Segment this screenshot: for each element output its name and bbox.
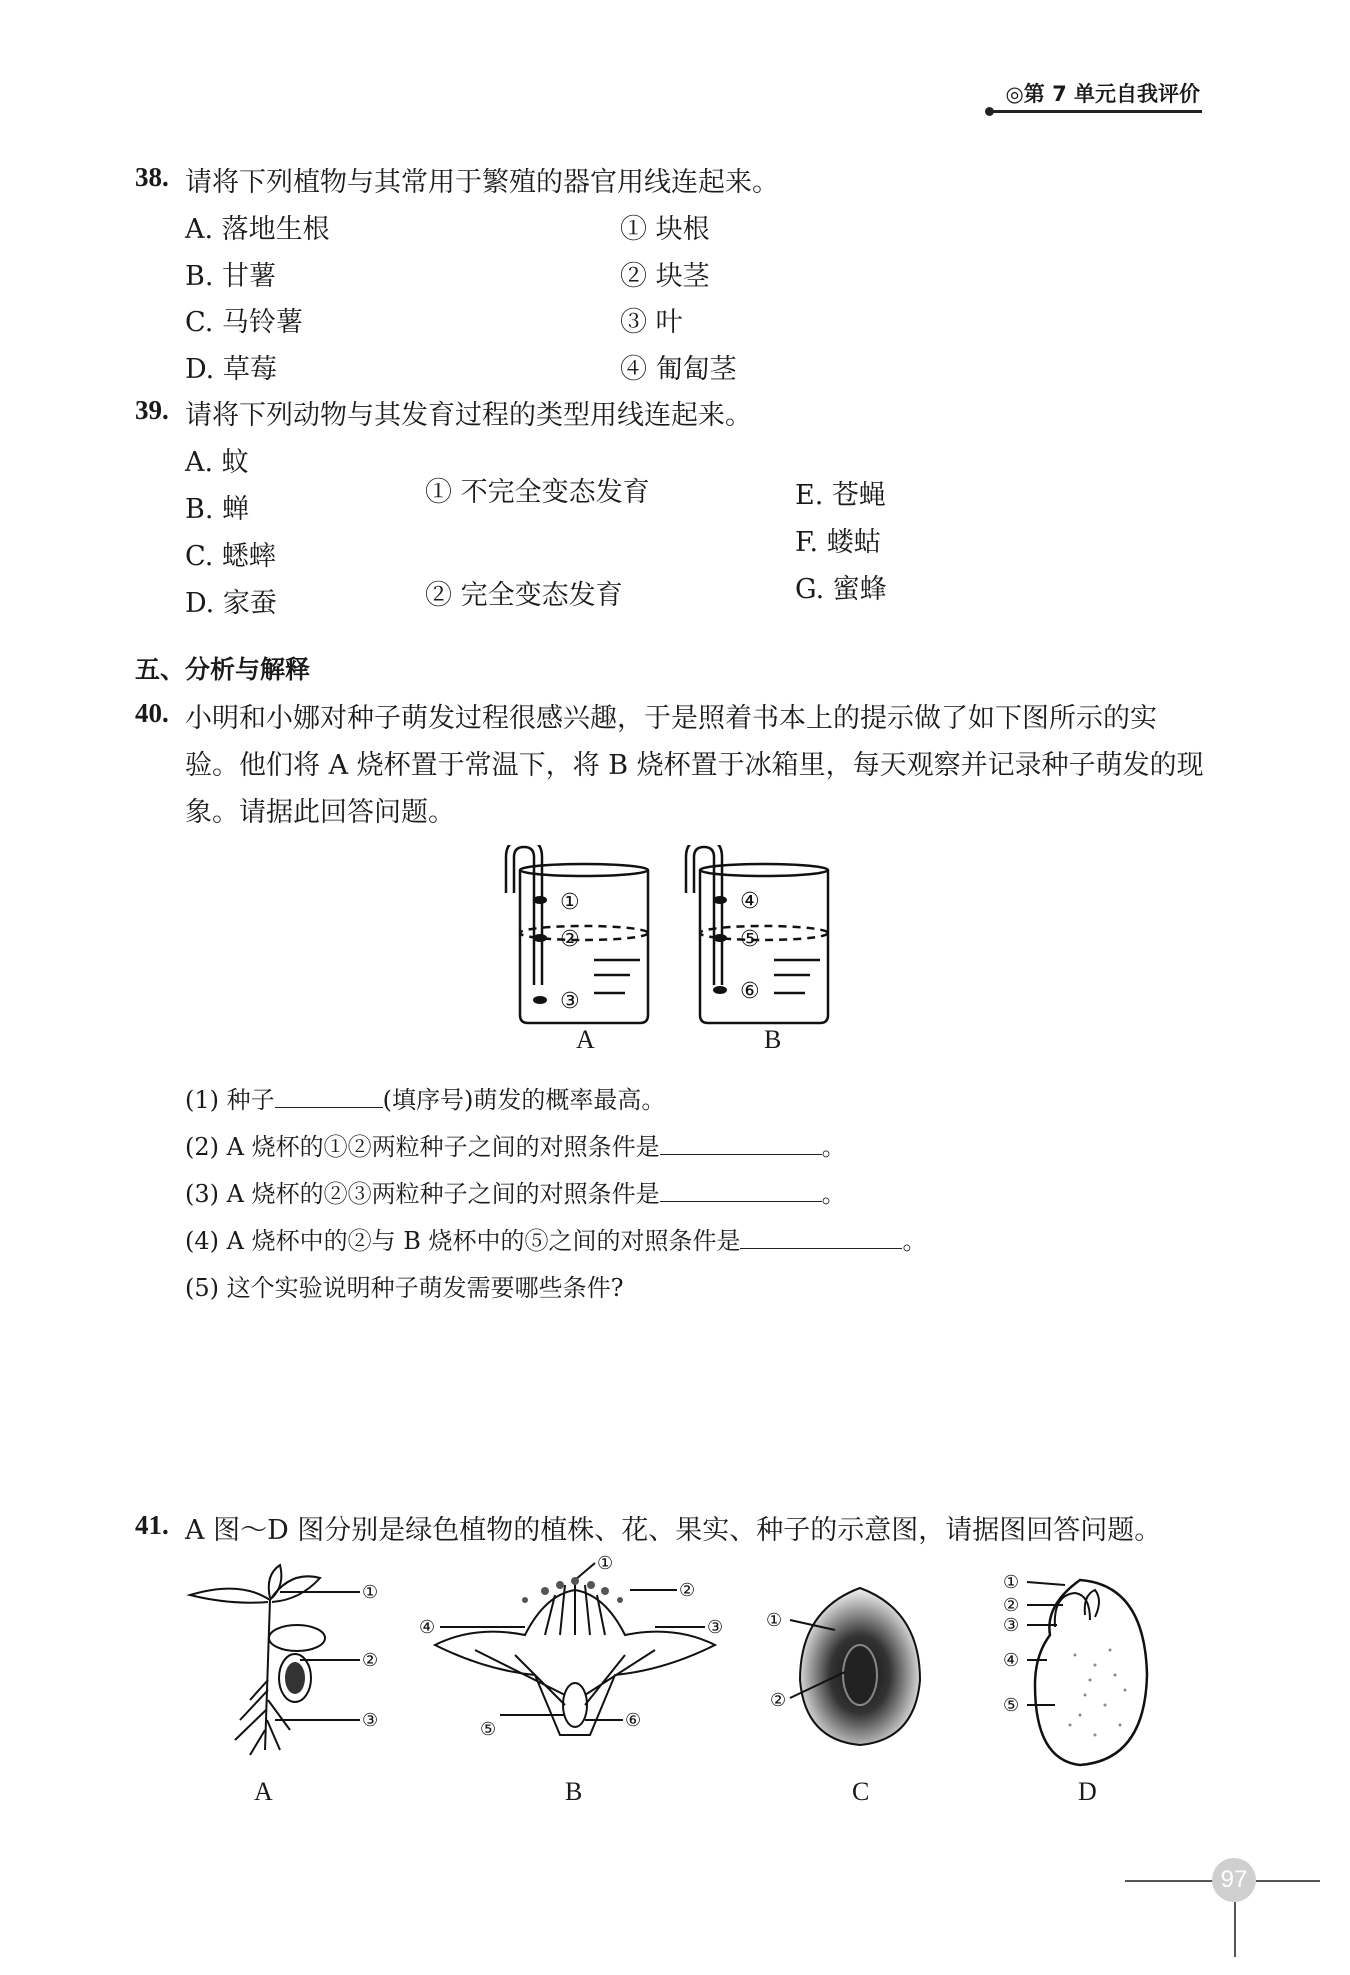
answer-blank[interactable] xyxy=(660,1179,822,1202)
option-left: A. 落地生根 xyxy=(185,214,330,245)
figure-label: D xyxy=(1078,1777,1097,1806)
sub-question-text: (1) 种子 xyxy=(185,1086,275,1114)
figure-a-seedling xyxy=(180,1560,400,1760)
option-right: ② 块茎 xyxy=(620,261,710,292)
figure-mark: ② xyxy=(362,1650,379,1671)
option-right: ① 块根 xyxy=(620,214,710,245)
figure-label: B xyxy=(565,1777,583,1806)
figure-mark: ① xyxy=(766,1610,783,1631)
figure-label: A xyxy=(254,1777,273,1806)
sub-question-1 xyxy=(185,1080,665,1115)
animal-left: C. 蟋蟀 xyxy=(185,541,276,572)
seed-label: ⑤ xyxy=(740,927,760,952)
figure-mark: ② xyxy=(770,1690,787,1711)
sub-question-text: 。 xyxy=(821,1180,846,1208)
stem-line: 验。他们将 A 烧杯置于常温下，将 B 烧杯置于冰箱里，每天观察并记录种子萌发的现 xyxy=(185,750,1204,781)
figure-mark: ② xyxy=(679,1580,696,1601)
figure-b-flower xyxy=(415,1555,755,1755)
development-type: ① 不完全变态发育 xyxy=(425,477,650,508)
sub-question-text: (填序号)萌发的概率最高。 xyxy=(382,1086,666,1114)
figure-c-fruit xyxy=(760,1580,940,1760)
animal-right: E. 苍蝇 xyxy=(795,480,886,511)
animal-right: F. 蝼蛄 xyxy=(795,527,881,558)
option-right: ④ 匍匐茎 xyxy=(620,354,737,385)
figure-mark: ④ xyxy=(419,1617,436,1638)
sub-question-text: (4) A 烧杯中的②与 B 烧杯中的⑤之间的对照条件是 xyxy=(185,1227,741,1255)
figure-mark: ④ xyxy=(1003,1650,1020,1671)
figure-d-seed xyxy=(995,1565,1165,1775)
option-left: B. 甘薯 xyxy=(185,261,277,292)
figure-mark: ① xyxy=(597,1555,614,1574)
footer-rule xyxy=(1125,1880,1213,1882)
figure-mark: ③ xyxy=(362,1710,379,1731)
footer-vertical-rule xyxy=(1234,1902,1236,1957)
question-stem: A 图～D 图分别是绿色植物的植株、花、果实、种子的示意图，请据图回答问题。 xyxy=(185,1515,1162,1546)
sub-question-3 xyxy=(185,1174,846,1209)
beaker-label: A xyxy=(576,1025,595,1054)
header-rule xyxy=(990,110,1202,113)
question-number: 39. xyxy=(135,395,169,425)
option-left: D. 草莓 xyxy=(185,354,277,385)
sub-question-text: (3) A 烧杯的②③两粒种子之间的对照条件是 xyxy=(185,1180,660,1208)
development-type: ② 完全变态发育 xyxy=(425,580,623,611)
figure-mark: ① xyxy=(362,1582,379,1603)
figure-mark: ③ xyxy=(1003,1615,1020,1636)
sub-question-5 xyxy=(185,1268,624,1303)
sub-question-text: 。 xyxy=(902,1227,927,1255)
question-number: 40. xyxy=(135,698,169,728)
page-number: 97 xyxy=(1212,1858,1256,1902)
unit-header: ◎第 7 单元自我评价 xyxy=(1005,82,1200,106)
answer-blank[interactable] xyxy=(660,1132,822,1155)
beaker-label: B xyxy=(764,1025,782,1054)
sub-question-text: (2) A 烧杯的①②两粒种子之间的对照条件是 xyxy=(185,1133,660,1161)
sub-question-4 xyxy=(185,1221,926,1256)
answer-blank[interactable] xyxy=(740,1226,902,1249)
section-title: 五、分析与解释 xyxy=(135,655,311,684)
animal-left: D. 家蚕 xyxy=(185,588,277,619)
figure-label: C xyxy=(852,1777,870,1806)
question-stem: 请将下列动物与其发育过程的类型用线连起来。 xyxy=(185,400,752,431)
sub-question-2 xyxy=(185,1127,846,1162)
seed-label: ⑥ xyxy=(740,979,760,1004)
option-right: ③ 叶 xyxy=(620,307,683,338)
figure-mark: ③ xyxy=(707,1617,724,1638)
figure-mark: ⑤ xyxy=(480,1719,497,1740)
sub-question-text: (5) 这个实验说明种子萌发需要哪些条件? xyxy=(185,1274,624,1302)
seed-label: ① xyxy=(560,890,580,915)
figure-mark: ⑥ xyxy=(625,1710,642,1731)
seed-label: ④ xyxy=(740,889,760,914)
sub-question-text: 。 xyxy=(821,1133,846,1161)
question-number: 38. xyxy=(135,162,169,192)
animal-left: B. 蝉 xyxy=(185,494,250,525)
option-left: C. 马铃薯 xyxy=(185,307,303,338)
animal-left: A. 蚊 xyxy=(185,447,249,478)
seed-label: ③ xyxy=(560,989,580,1014)
figure-mark: ② xyxy=(1003,1595,1020,1616)
figure-mark: ① xyxy=(1003,1572,1020,1593)
stem-line: 小明和小娜对种子萌发过程很感兴趣，于是照着书本上的提示做了如下图所示的实 xyxy=(185,703,1157,734)
question-stem: 请将下列植物与其常用于繁殖的器官用线连起来。 xyxy=(185,167,779,198)
stem-line: 象。请据此回答问题。 xyxy=(185,797,455,828)
animal-right: G. 蜜蜂 xyxy=(795,574,887,605)
beaker-diagram xyxy=(490,845,850,1045)
question-number: 41. xyxy=(135,1510,169,1540)
answer-blank[interactable] xyxy=(275,1085,383,1108)
seed-label: ② xyxy=(560,927,580,952)
figure-mark: ⑤ xyxy=(1003,1695,1020,1716)
footer-rule xyxy=(1256,1880,1320,1882)
